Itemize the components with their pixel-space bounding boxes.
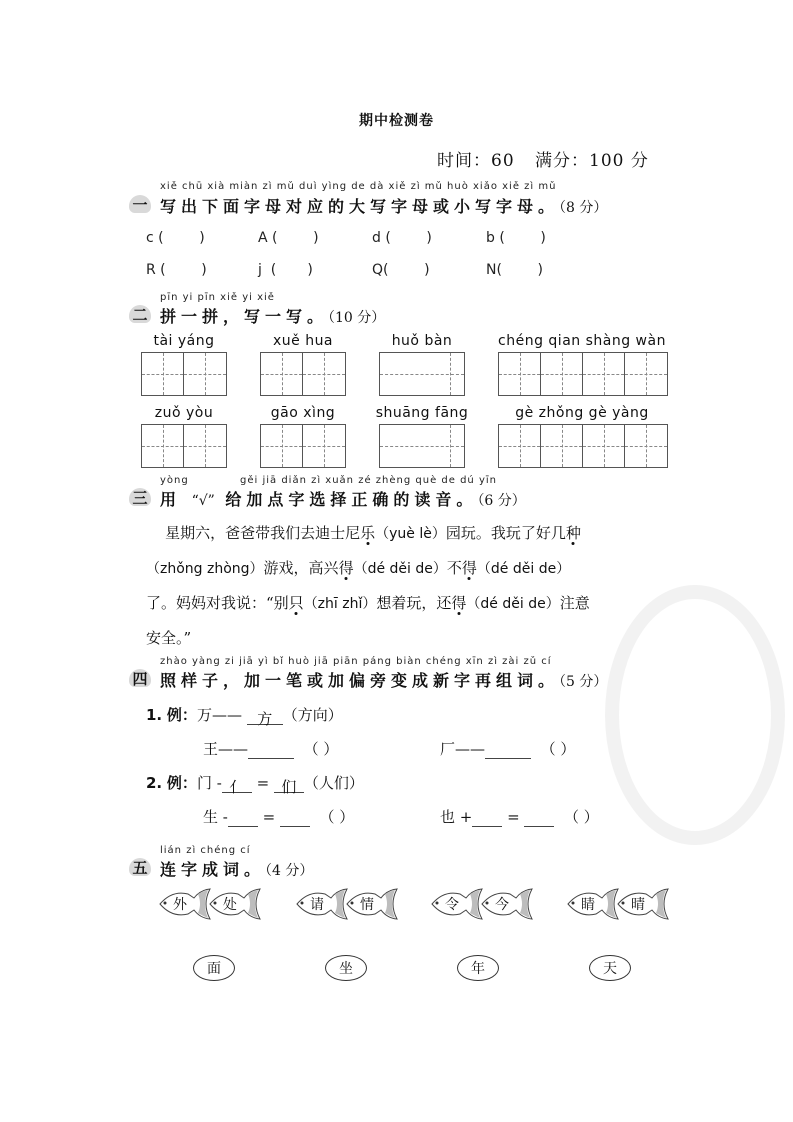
q4-score: （5 分） [559, 674, 608, 690]
writing-grid[interactable] [379, 352, 465, 396]
q2-score: （10 分） [328, 310, 386, 326]
q1-title-text: 写出下面字母对应的大写字母或小写字母。 [160, 197, 560, 216]
writing-grid[interactable] [379, 424, 465, 468]
answer-blank[interactable] [228, 810, 258, 827]
q5-pinyin: lián zì chéng cí [160, 845, 251, 856]
writing-grid[interactable] [260, 352, 346, 396]
fish-card[interactable]: 晴 [616, 886, 668, 920]
q3-passage [146, 516, 676, 655]
oval-char[interactable]: 面 [193, 955, 235, 981]
answer-blank[interactable] [280, 810, 310, 827]
answer-paren[interactable]: （ ） [540, 740, 576, 758]
pinyin-choice[interactable]: （yuè lè） [375, 526, 446, 542]
pinyin-choice[interactable]: （dé děi de） [476, 561, 571, 577]
grid-pinyin: chéng qian shàng wàn [498, 333, 666, 349]
pinyin-choice[interactable]: （zhī zhǐ） [303, 596, 377, 612]
answer-blank[interactable] [248, 742, 294, 759]
writing-grid[interactable] [141, 424, 227, 468]
q3-title [160, 487, 526, 510]
fish-card[interactable]: 外 [158, 886, 210, 920]
q3-title-text: 给加点字选择正确的读音。 [225, 490, 478, 509]
q3-title-yong: 用 [160, 490, 182, 509]
grid-pinyin: huǒ bàn [391, 333, 453, 349]
q1-item[interactable]: c ( ) [146, 230, 205, 246]
dotted-char: 只 [288, 594, 304, 612]
time-label: 时间：60 [437, 151, 515, 171]
fish-card[interactable]: 请 [295, 886, 347, 920]
q4-item: 王—— （ ） [203, 740, 339, 758]
q4-item: 厂—— （ ） [440, 740, 576, 758]
answer-paren[interactable]: （ ） [319, 808, 355, 826]
fish-card[interactable]: 情 [345, 886, 397, 920]
q4-title [160, 668, 607, 691]
dotted-char: 得 [461, 559, 477, 577]
q1-item[interactable]: A ( ) [258, 230, 319, 246]
answer-paren[interactable]: （ ） [564, 808, 599, 826]
q4-pinyin: zhào yàng zi jiā yì bǐ huò jiā piān páng biàn chéng xīn zì zài zǔ cí [160, 656, 552, 667]
q1-score: （8 分） [559, 200, 608, 216]
section-badge-1: 一 [129, 195, 151, 213]
q1-item[interactable]: N( ) [486, 262, 544, 278]
q4-item: 生 - = （ ） [203, 808, 355, 826]
dotted-char: 种 [565, 524, 581, 542]
dotted-char: 乐 [360, 524, 376, 542]
q5-title-text: 连字成词。 [160, 860, 266, 879]
grid-pinyin: gāo xìng [270, 405, 336, 421]
grid-pinyin: zuǒ yòu [154, 405, 214, 421]
writing-grid[interactable] [260, 424, 346, 468]
answer-blank[interactable] [485, 742, 531, 759]
passage-line: 了。妈妈对我说：“别只（zhī zhǐ）想着玩，还得（dé děi de）注意 [146, 594, 590, 612]
score-label: 满分：100 分 [535, 151, 649, 171]
writing-grid[interactable] [498, 352, 668, 396]
page-title: 期中检测卷 [359, 113, 434, 129]
fish-card[interactable]: 处 [208, 886, 260, 920]
grid-pinyin: tài yáng [153, 333, 215, 349]
section-badge-5: 五 [129, 858, 151, 876]
check-mark-symbol: “√” [191, 493, 215, 509]
fish-card[interactable]: 今 [480, 886, 532, 920]
q4-title-text: 照样子，加一笔或加偏旁变成新字再组词。 [160, 671, 560, 690]
writing-grid[interactable] [498, 424, 668, 468]
oval-char[interactable]: 坐 [325, 955, 367, 981]
section-badge-3: 三 [129, 488, 151, 506]
fish-card[interactable]: 令 [430, 886, 482, 920]
q5-title [160, 857, 313, 880]
q2-title-text: 拼一拼，写一写。 [160, 307, 329, 326]
q3-pinyin-yong: yòng [160, 475, 189, 486]
grid-pinyin: shuāng fāng [375, 405, 469, 421]
fish-card[interactable]: 睛 [566, 886, 618, 920]
passage-line: （zhǒng zhòng）游戏，高兴得（dé děi de）不得（dé děi de） [146, 559, 571, 577]
q4-example-1: 1. 例：万—— 方 （方向） [146, 706, 343, 728]
dotted-char: 得 [338, 559, 354, 577]
q1-item[interactable]: d ( ) [372, 230, 432, 246]
section-badge-4: 四 [129, 669, 151, 687]
dotted-char: 得 [451, 594, 467, 612]
q1-title [160, 194, 607, 217]
answer-blank[interactable] [524, 810, 554, 827]
q2-title [160, 304, 385, 327]
q3-pinyin: gěi jiā diǎn zì xuǎn zé zhèng què de dú yīn [240, 475, 497, 486]
q1-item[interactable]: b ( ) [486, 230, 546, 246]
q5-score: （4 分） [265, 863, 314, 879]
answer-paren[interactable]: （ ） [303, 740, 339, 758]
q1-item[interactable]: R ( ) [146, 262, 207, 278]
exam-meta [437, 146, 663, 171]
pinyin-choice[interactable]: （zhǒng zhòng） [146, 561, 264, 577]
q1-item[interactable]: Q( ) [372, 262, 430, 278]
pinyin-choice[interactable]: （dé děi de） [353, 561, 447, 577]
section-badge-2: 二 [129, 305, 151, 323]
writing-grid[interactable] [141, 352, 227, 396]
grid-pinyin: gè zhǒng gè yàng [515, 405, 649, 421]
pinyin-choice[interactable]: （dé děi de） [466, 596, 560, 612]
q2-pinyin: pīn yi pīn xiě yi xiě [160, 292, 275, 303]
q1-pinyin: xiě chū xià miàn zì mǔ duì yìng de dà xiě zì mǔ huò xiǎo xiě zì mǔ [160, 181, 557, 192]
passage-line: 安全。” [146, 629, 192, 647]
q4-item: 也 + = （ ） [440, 808, 599, 826]
q4-example-2: 2. 例：门 - 亻 = 们 （人们） [146, 774, 364, 796]
grid-pinyin: xuě hua [272, 333, 334, 349]
answer-blank[interactable] [472, 810, 502, 827]
oval-char[interactable]: 天 [589, 955, 631, 981]
q3-score: （6 分） [477, 493, 526, 509]
passage-line: 星期六，爸爸带我们去迪士尼乐（yuè lè）园玩。我玩了好几种 [165, 524, 581, 542]
q1-item[interactable]: j ( ) [258, 262, 313, 278]
oval-char[interactable]: 年 [457, 955, 499, 981]
